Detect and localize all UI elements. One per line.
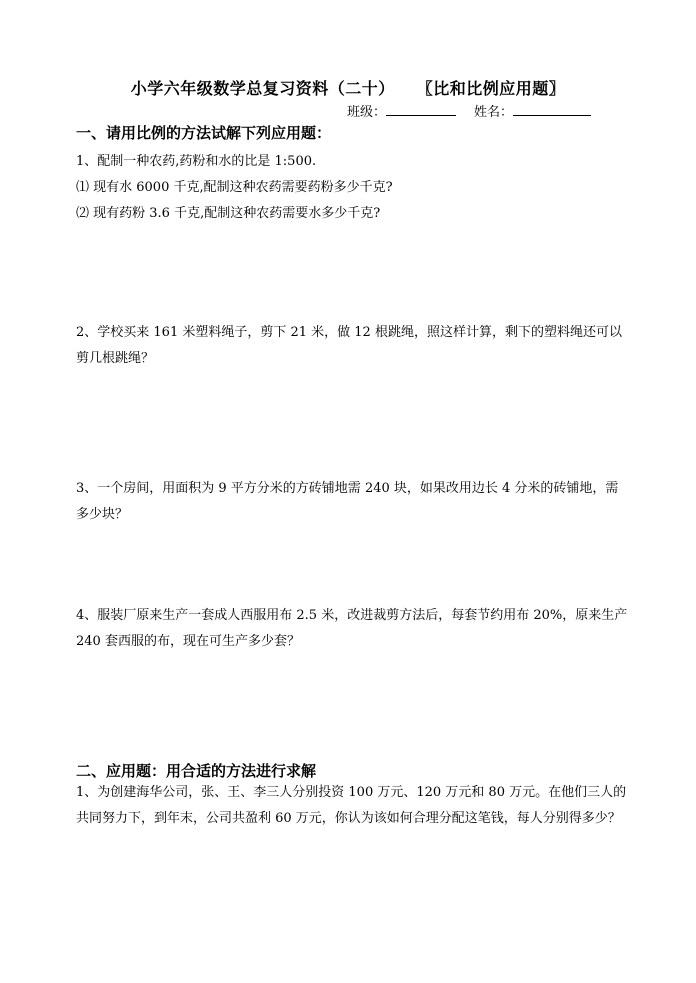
question-1-stem: 1、配制一种农药,药粉和水的比是 1:500. [76, 154, 317, 169]
class-blank [386, 103, 456, 116]
title-topic: 〖比和比例应用题〗 [416, 79, 566, 98]
section-2-question-1: 1、为创建海华公司，张、王、李三人分别投资 100 万元、120 万元和 80 万元。在他们三人的共同努力下，到年末，公司共盈利 60 万元，你认为该如何合理分配这笔钱，每人分别得多少？ [76, 785, 627, 826]
title-main: 小学六年级数学总复习资料（二十） [130, 79, 395, 98]
section-2-heading: 二、应用题：用合适的方法进行求解 [76, 762, 317, 780]
question-1-part-2: ⑵ 现有药粉 3.6 千克,配制这种农药需要水多少千克? [76, 206, 381, 221]
student-info [347, 101, 591, 120]
question-4: 4、服装厂原来生产一套成人西服用布 2.5 米，改进裁剪方法后，每套节约用布 20%，原来生产 240 套西服的布，现在可生产多少套？ [76, 608, 628, 649]
question-2: 2、学校买来 161 米塑料绳子，剪下 21 米，做 12 根跳绳，照这样计算，剩下的塑料绳还可以剪几根跳绳？ [76, 325, 622, 366]
page-title [0, 76, 696, 99]
name-label: 姓名： [474, 105, 514, 120]
question-1-part-1: ⑴ 现有水 6000 千克,配制这种农药需要药粉多少千克? [76, 180, 393, 195]
question-3: 3、一个房间，用面积为 9 平方分米的方砖铺地需 240 块，如果改用边长 4 分米的砖铺地，需多少块？ [76, 481, 619, 522]
name-blank [513, 103, 591, 116]
section-1-heading: 一、请用比例的方法试解下列应用题： [76, 124, 332, 142]
class-label: 班级： [347, 105, 387, 120]
